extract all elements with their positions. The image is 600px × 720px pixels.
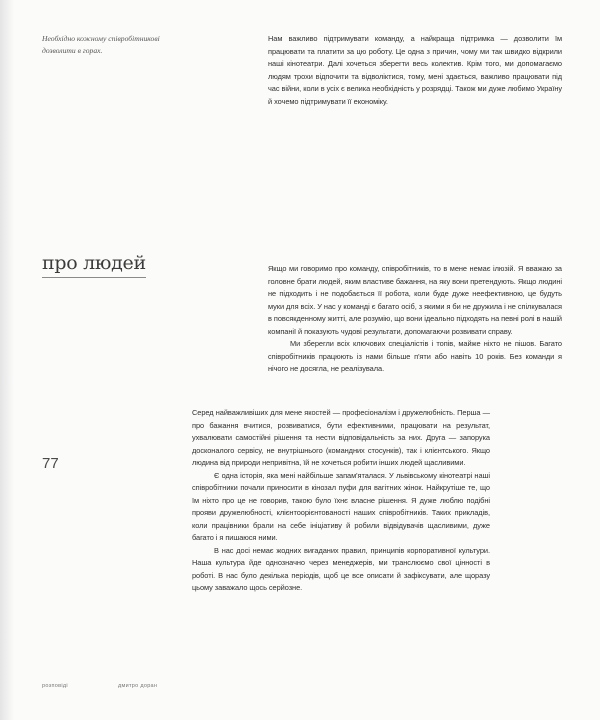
top-paragraph-column bbox=[268, 33, 562, 108]
page-gutter-shadow bbox=[0, 0, 14, 720]
paragraph: Є одна історія, яка мені найбільше запам'яталася. У львівському кінотеатрі наші співробітники почали приносити в кінозал пуфи для вагітних жінок. Найкрутіше те, що їм ніхто про це не говорив, такою було їхнє власне рішення. Я дуже люблю подібні прояви дружелюбності, клієнтоорієнтованості наших співробітників. Таких прикладів, коли працівники брали на себе ініціативу й робили відвідувачів щасливими, дуже багато і я пишаюся ними. bbox=[192, 470, 490, 542]
paragraph: Нам важливо підтримувати команду, а найкраща підтримка — дозволити їм працювати та платити за цю роботу. Це одна з причин, чому ми так швидко відкрили наші кінотеатри. Далі хочеться зберегти весь колектив. Крім того, ми допомагаємо людям трохи відпочити та відволіктися, тому, мені здається, важливо працювати під час війни, коли в усіх є велика необхідність у розрядці. Також ми дуже любимо Україну й хочемо підтримувати її економіку. bbox=[268, 34, 562, 106]
main-body-column bbox=[192, 407, 490, 595]
page-number: 77 bbox=[42, 455, 59, 472]
paragraph: Якщо ми говоримо про команду, співробітників, то в мене немає ілюзій. Я вважаю за головне брати людей, яким властиве бажання, на яку вони претендують. Якщо людині не підходить і не подобається її робота, коли буде дуже неефективною, це будуть муки для всіх. У нас у команді є багато осіб, з якими я би не дружила і не спілкувалася в повсякденному житті, але розумію, що вони ідеально підходять на певні ролі в нашій компанії й показують чудові результати, допомагаючи розвивати справу. bbox=[268, 264, 562, 336]
photo-caption: Необхідно кожному співробітникові дозволити в горах. bbox=[42, 34, 160, 55]
footer-section-label: розповіді bbox=[42, 683, 68, 689]
mid-paragraph-column bbox=[268, 263, 562, 376]
paragraph: Ми зберегли всіх ключових спеціалістів і топів, майже ніхто не пішов. Багато співробітників працюють із нами більше п'яти або навіть 10 років. Без команди я нічого не досягла, не реалізувала. bbox=[268, 339, 562, 373]
footer-author-name: дмитро доран bbox=[118, 683, 158, 689]
paragraph: Серед найважливіших для мене якостей — професіоналізм і дружелюбність. Перша — про бажання вчитися, розвиватися, бути ефективними, працювати на результат, ухвалювати самостійні рішення та нести відповідальність за них. Друга — запорука досконалого сервісу, не внутрішнього (командних стосунків), так і клієнтського. Якщо людина від природи непривітна, їй не хочеться робити інших людей щасливими. bbox=[192, 408, 490, 467]
paragraph: В нас досі немає жодних вигаданих правил, принципів корпоративної культури. Наша культура йде однозначно через менеджерів, ми транслюємо свої цінності в роботі. В нас було декілька періодів, щоб це все описати й зафіксувати, але щоразу цьому заважало щось серйозне. bbox=[192, 545, 490, 592]
section-title: про людей bbox=[42, 252, 146, 278]
